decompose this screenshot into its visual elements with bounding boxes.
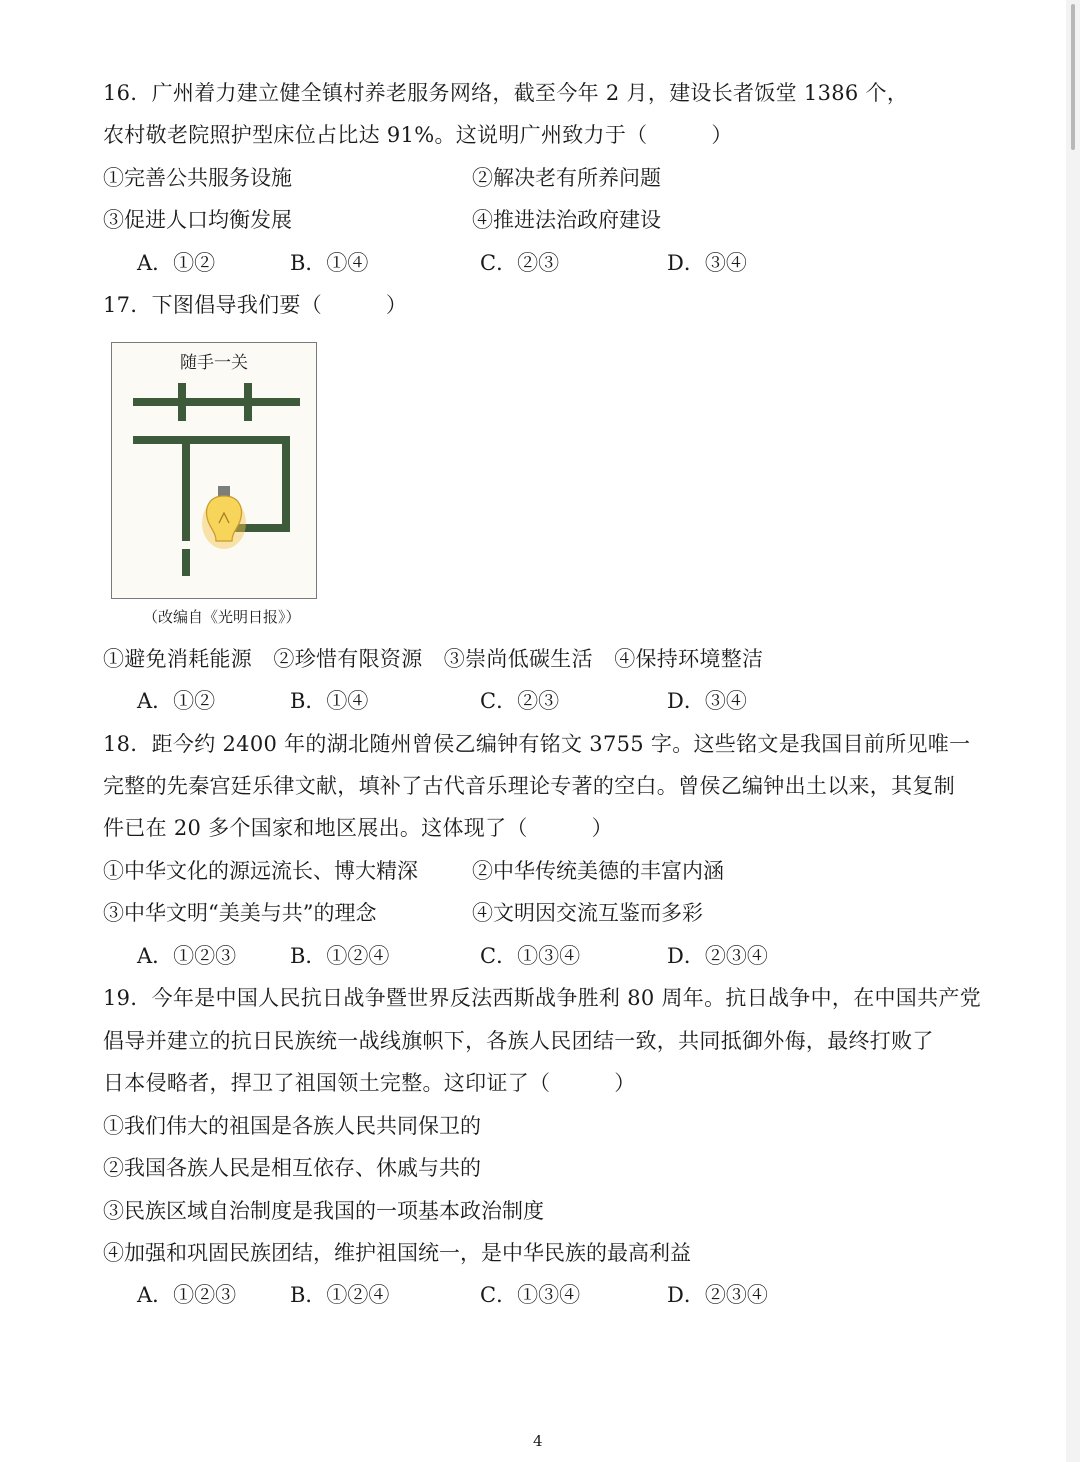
q16-option-b[interactable]: B．①④ — [290, 251, 369, 275]
q16-statement-2: ②解决老有所养问题 — [472, 166, 661, 190]
q18-option-a[interactable]: A．①②③ — [137, 944, 237, 968]
q18-option-c[interactable]: C．①③④ — [480, 944, 581, 968]
q17-stem: 17．下图倡导我们要（ ） — [103, 293, 408, 317]
page-number: 4 — [533, 1432, 543, 1450]
q19-stem-line-1: 19．今年是中国人民抗日战争暨世界反法西斯战争胜利 80 周年。抗日战争中，在中国共产党 — [103, 986, 981, 1010]
q16-stem-line-2: 农村敬老院照护型床位占比达 91%。这说明广州致力于（ ） — [103, 123, 733, 147]
q19-option-c[interactable]: C．①③④ — [480, 1283, 581, 1307]
q19-statement-4: ④加强和巩固民族团结，维护祖国统一，是中华民族的最高利益 — [103, 1241, 691, 1265]
q19-option-a[interactable]: A．①②③ — [137, 1283, 237, 1307]
poster-stem-gap — [182, 541, 190, 549]
poster-frame-right — [282, 436, 290, 532]
q16-stem-line-1: 16．广州着力建立健全镇村养老服务网络，截至今年 2 月，建设长者饭堂 1386 个， — [103, 81, 909, 105]
q18-stem-line-1: 18．距今约 2400 年的湖北随州曾侯乙编钟有铭文 3755 字。这些铭文是我国目前所见唯一 — [103, 732, 971, 756]
q16-option-a[interactable]: A．①② — [137, 251, 216, 275]
poster-top-bar — [133, 398, 300, 406]
q18-statement-4: ④文明因交流互鉴而多彩 — [472, 901, 703, 925]
q17-poster-figure — [111, 342, 317, 599]
poster-frame-stem — [182, 436, 190, 576]
q18-statement-2: ②中华传统美德的丰富内涵 — [472, 859, 724, 883]
light-switch-poster-image — [112, 343, 316, 598]
q17-statements: ①避免消耗能源 ②珍惜有限资源 ③崇尚低碳生活 ④保持环境整洁 — [103, 647, 764, 671]
q19-stem-line-3: 日本侵略者，捍卫了祖国领土完整。这印证了（ ） — [103, 1071, 636, 1095]
poster-frame-top — [133, 436, 290, 444]
q16-statement-3: ③促进人口均衡发展 — [103, 208, 292, 232]
q16-option-c[interactable]: C．②③ — [480, 251, 560, 275]
q18-option-d[interactable]: D．②③④ — [667, 944, 768, 968]
q19-statement-2: ②我国各族人民是相互依存、休戚与共的 — [103, 1156, 481, 1180]
q19-statement-1: ①我们伟大的祖国是各族人民共同保卫的 — [103, 1114, 481, 1138]
q18-stem-line-2: 完整的先秦宫廷乐律文献，填补了古代音乐理论专著的空白。曾侯乙编钟出土以来，其复制 — [103, 774, 955, 798]
q18-statement-1: ①中华文化的源远流长、博大精深 — [103, 859, 418, 883]
q16-statement-1: ①完善公共服务设施 — [103, 166, 292, 190]
q18-option-b[interactable]: B．①②④ — [290, 944, 390, 968]
q19-stem-line-2: 倡导并建立的抗日民族统一战线旗帜下，各族人民团结一致，共同抵御外侮，最终打败了 — [103, 1029, 934, 1053]
q16-statement-4: ④推进法治政府建设 — [472, 208, 661, 232]
q17-figure-caption: （改编自《光明日报》） — [143, 608, 301, 626]
q19-option-d[interactable]: D．②③④ — [667, 1283, 768, 1307]
q17-option-d[interactable]: D．③④ — [667, 689, 747, 713]
q17-option-c[interactable]: C．②③ — [480, 689, 560, 713]
vertical-scrollbar[interactable] — [1066, 0, 1080, 1462]
bulb-socket — [218, 486, 230, 496]
q17-option-b[interactable]: B．①④ — [290, 689, 369, 713]
q18-stem-line-3: 件已在 20 多个国家和地区展出。这体现了（ ） — [103, 816, 613, 840]
q17-option-a[interactable]: A．①② — [137, 689, 216, 713]
poster-title: 随手一关 — [180, 353, 248, 373]
poster-right-stroke — [244, 383, 252, 421]
q19-statement-3: ③民族区域自治制度是我国的一项基本政治制度 — [103, 1199, 544, 1223]
scrollbar-thumb[interactable] — [1071, 4, 1075, 150]
q18-statement-3: ③中华文明“美美与共”的理念 — [103, 901, 377, 925]
q16-option-d[interactable]: D．③④ — [667, 251, 747, 275]
q19-option-b[interactable]: B．①②④ — [290, 1283, 390, 1307]
poster-left-stroke — [178, 383, 186, 421]
